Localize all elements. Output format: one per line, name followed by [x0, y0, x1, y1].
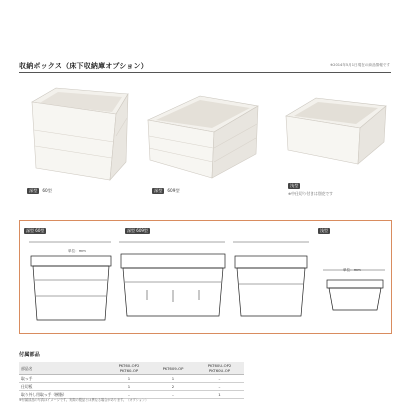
table-header-row	[19, 362, 244, 375]
photo-deep-609	[144, 90, 262, 185]
caption-text: 609型	[167, 188, 180, 193]
photo-caption-deep-60	[27, 188, 52, 194]
photo-shallow	[282, 94, 390, 174]
column-header: PKT609-OP	[151, 362, 195, 375]
table-cell: 1	[151, 375, 195, 383]
dim-unit-left: 単位：mm	[68, 249, 86, 253]
table-cell: 取っ手	[19, 375, 107, 383]
table-cell: –	[151, 391, 195, 399]
dim-unit-right: 単位：mm	[343, 268, 361, 272]
table-cell: 1	[107, 383, 151, 391]
table-cell: –	[107, 391, 151, 399]
table-cell: –	[195, 375, 244, 383]
photo-caption-shallow-note: ※中仕切り付きは別売です	[288, 191, 333, 196]
photo-deep-60	[24, 84, 134, 184]
caption-tag: 浅型	[290, 183, 299, 188]
photo-caption-deep-609	[152, 188, 180, 194]
table-row	[19, 375, 244, 383]
column-header: 部品名	[19, 362, 107, 375]
table-cell: 1	[107, 375, 151, 383]
column-header: PKT60U-OP2 PKT60U-OP	[195, 362, 244, 375]
caption-tag: 深型	[29, 188, 38, 193]
page-title: 収納ボックス（床下収納庫オプション）	[19, 62, 148, 70]
top-note: ※2014年5月1日現在の商品情報です	[330, 63, 390, 67]
table-cell: –	[195, 383, 244, 391]
diagram-label-shallow: 浅型	[320, 228, 328, 233]
diagram-label-deep-609: 深型 609型	[127, 228, 148, 233]
footnote: ※付属部品の写真はイメージです。実際の製品とは異なる場合があります。（オプション）	[19, 398, 149, 402]
caption-text: 60型	[42, 188, 52, 193]
photo-caption-shallow	[288, 183, 303, 189]
caption-tag: 深型	[154, 188, 163, 193]
accessories-title: 付属部品	[19, 352, 40, 358]
diagram-label-deep-60: 深型 60型	[26, 228, 45, 233]
table-row	[19, 383, 244, 391]
table-cell: 取り外し用取っ手（樹脂）	[19, 391, 107, 399]
title-rule	[19, 72, 391, 73]
table-cell: 仕切板	[19, 383, 107, 391]
table-cell: 2	[151, 383, 195, 391]
accessories-table	[19, 362, 244, 399]
table-cell: 1	[195, 391, 244, 399]
column-header: PKT60-OP2 PKT60-OP	[107, 362, 151, 375]
dimension-drawings	[19, 220, 392, 334]
